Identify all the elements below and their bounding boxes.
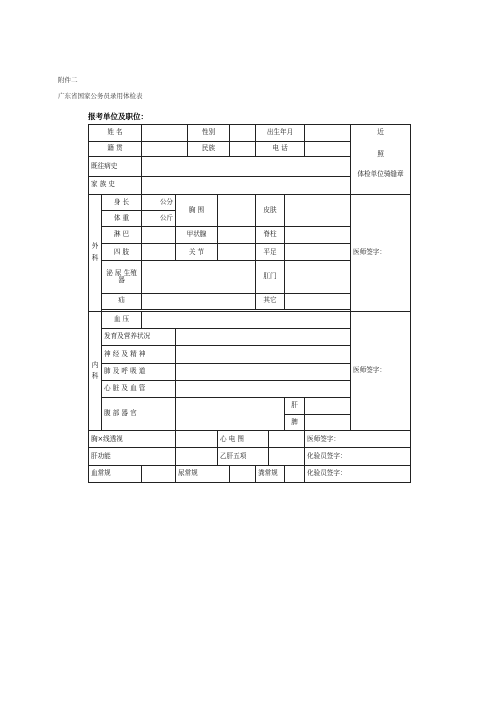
bp-label: 血 压 bbox=[102, 311, 142, 328]
liver-field[interactable] bbox=[305, 397, 351, 414]
chest-field[interactable] bbox=[218, 194, 256, 226]
surgery-signature[interactable]: 医师签字： bbox=[351, 194, 411, 311]
spine-label: 脊柱 bbox=[256, 227, 285, 244]
internal-signature[interactable]: 医师签字： bbox=[351, 311, 411, 430]
liver-func-label: 肝功能 bbox=[89, 448, 176, 465]
xray-label: 胸×线透视 bbox=[89, 431, 176, 448]
lab-signature-1[interactable]: 化验员签字： bbox=[305, 448, 411, 465]
heart-label: 心 脏 及 血 管 bbox=[102, 380, 176, 397]
hernia-field[interactable] bbox=[142, 293, 256, 309]
hernia-label: 疝 bbox=[102, 293, 142, 309]
hep-b-field[interactable] bbox=[269, 448, 305, 465]
family-field[interactable] bbox=[142, 176, 351, 194]
attachment-label: 附件二 bbox=[58, 76, 78, 84]
nervous-field[interactable] bbox=[176, 346, 351, 363]
liver-func-field[interactable] bbox=[176, 448, 218, 465]
other-label: 其它 bbox=[256, 293, 285, 309]
family-label: 家 族 史 bbox=[89, 176, 142, 194]
thyroid-label: 甲状腺 bbox=[176, 227, 218, 244]
uro-label: 泌 尿 生殖器 bbox=[102, 261, 142, 293]
history-field[interactable] bbox=[142, 157, 351, 176]
ethnic-label: 民族 bbox=[188, 142, 230, 157]
other-field[interactable] bbox=[285, 293, 351, 309]
history-label: 既往病史 bbox=[89, 157, 142, 176]
form-title: 广东省国家公务员录用体检表 bbox=[58, 92, 143, 100]
liver-label: 肝 bbox=[285, 397, 305, 414]
ecg-field[interactable] bbox=[269, 431, 305, 448]
skin-label: 皮肤 bbox=[256, 194, 285, 226]
development-field[interactable] bbox=[176, 329, 351, 346]
lymph-field[interactable] bbox=[142, 227, 176, 244]
xray-field[interactable] bbox=[176, 431, 218, 448]
seal-text: 体检单位骑缝章 bbox=[357, 170, 404, 179]
phone-label: 电 话 bbox=[256, 142, 305, 157]
joints-label: 关 节 bbox=[176, 244, 218, 261]
abdomen-label: 腹 部 器 官 bbox=[102, 397, 176, 430]
weight-label: 体 重 bbox=[102, 210, 142, 226]
abdomen-field[interactable] bbox=[176, 397, 285, 430]
thyroid-field[interactable] bbox=[218, 227, 256, 244]
lungs-field[interactable] bbox=[176, 363, 351, 380]
hep-b-label: 乙肝五项 bbox=[218, 448, 269, 465]
spleen-field[interactable] bbox=[305, 415, 351, 431]
blood-label: 血常规 bbox=[89, 465, 142, 482]
chest-label: 胸 围 bbox=[176, 194, 218, 226]
gender-label: 性别 bbox=[188, 125, 230, 142]
name-label: 姓 名 bbox=[89, 125, 142, 142]
ecg-label: 心 电 图 bbox=[218, 431, 269, 448]
photo-text-1: 近 bbox=[377, 128, 384, 136]
development-label: 发育及营养状况 bbox=[102, 329, 176, 346]
birth-field[interactable] bbox=[305, 125, 351, 142]
spleen-label: 脾 bbox=[285, 415, 305, 431]
native-label: 籍 贯 bbox=[89, 142, 142, 157]
lab-signature-2[interactable]: 化验员签字： bbox=[305, 465, 411, 482]
blood-field[interactable] bbox=[142, 465, 176, 482]
anus-label: 肛门 bbox=[256, 261, 285, 293]
doctor-signature[interactable]: 医师签字： bbox=[305, 431, 411, 448]
internal-section-label: 内 科 bbox=[89, 311, 102, 430]
native-field[interactable] bbox=[142, 142, 188, 157]
unit-label: 报考单位及职位： bbox=[88, 112, 148, 121]
lungs-label: 肺 及 呼 吸 道 bbox=[102, 363, 176, 380]
bp-field[interactable] bbox=[142, 311, 351, 328]
height-unit: 公分 bbox=[142, 194, 176, 210]
urine-label: 尿常规 bbox=[176, 465, 230, 482]
anus-field[interactable] bbox=[285, 261, 351, 293]
ethnic-field[interactable] bbox=[230, 142, 256, 157]
birth-label: 出生年月 bbox=[256, 125, 305, 142]
urine-field[interactable] bbox=[230, 465, 256, 482]
heart-field[interactable] bbox=[176, 380, 351, 397]
phone-field[interactable] bbox=[305, 142, 351, 157]
surgery-section-label: 外 科 bbox=[89, 194, 102, 311]
stool-field[interactable] bbox=[285, 465, 305, 482]
flatfoot-label: 平足 bbox=[256, 244, 285, 261]
nervous-label: 神 经 及 精 神 bbox=[102, 346, 176, 363]
gender-field[interactable] bbox=[230, 125, 256, 142]
height-label: 身 长 bbox=[102, 194, 142, 210]
photo-text-2: 照 bbox=[377, 149, 384, 158]
joints-field[interactable] bbox=[218, 244, 256, 261]
stool-label: 粪常规 bbox=[256, 465, 285, 482]
spine-field[interactable] bbox=[285, 227, 351, 244]
uro-field[interactable] bbox=[142, 261, 256, 293]
photo-box bbox=[351, 125, 411, 195]
name-field[interactable] bbox=[142, 125, 188, 142]
limbs-label: 四 肢 bbox=[102, 244, 142, 261]
limbs-field[interactable] bbox=[142, 244, 176, 261]
physical-exam-form bbox=[88, 124, 411, 483]
flatfoot-field[interactable] bbox=[285, 244, 351, 261]
weight-unit: 公斤 bbox=[142, 210, 176, 226]
skin-field[interactable] bbox=[285, 194, 351, 226]
lymph-label: 淋 巴 bbox=[102, 227, 142, 244]
